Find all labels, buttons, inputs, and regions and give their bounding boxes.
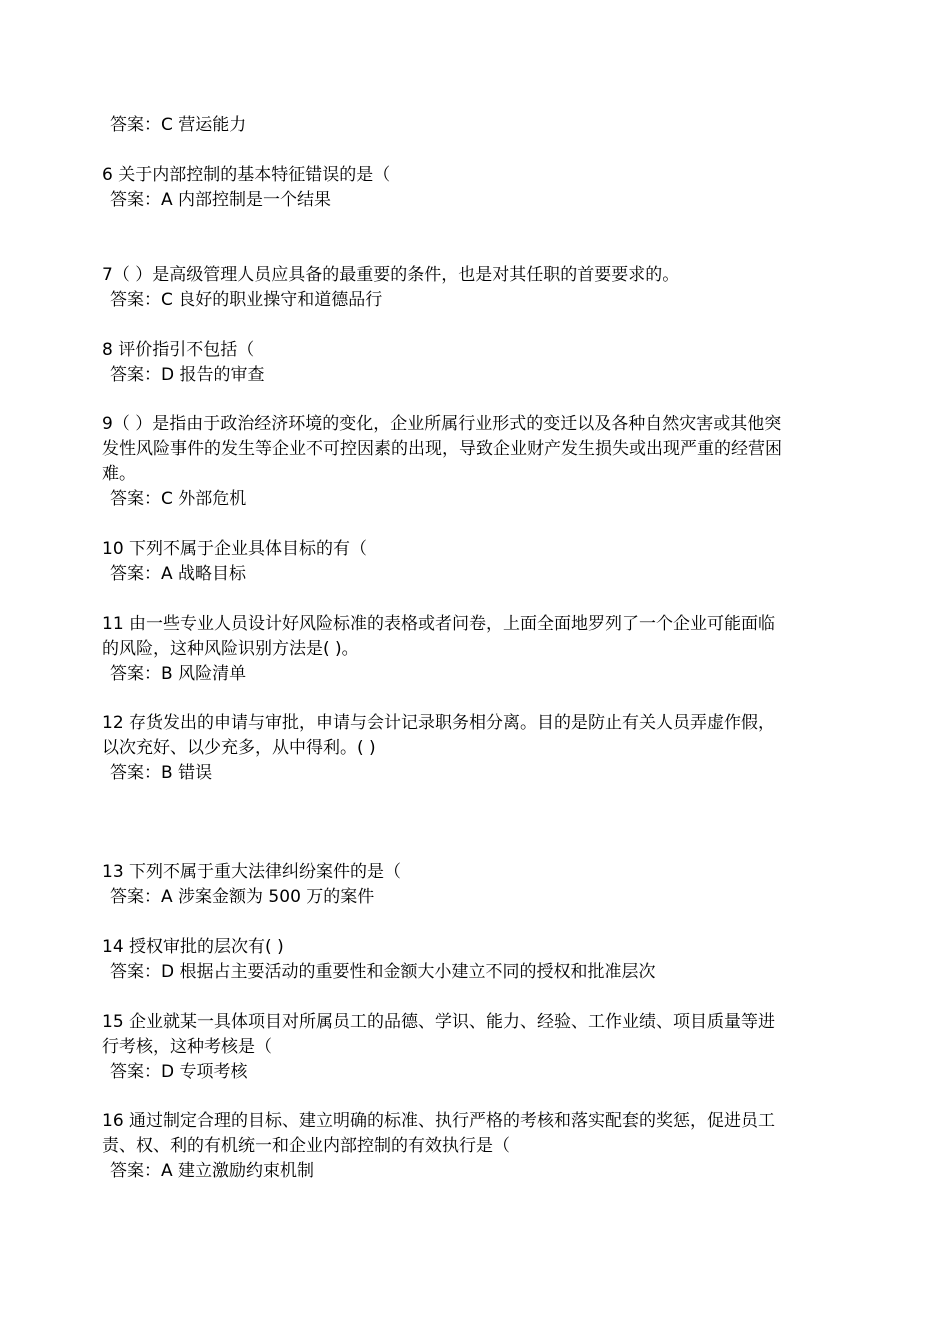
answer-text: A 战略目标 — [161, 564, 247, 584]
question-line: 8 评价指引不包括（ — [102, 340, 255, 360]
answer-text: A 建立激励约束机制 — [161, 1161, 315, 1181]
answer-prefix: 答案： — [110, 962, 161, 982]
answer-line — [110, 113, 880, 138]
answer-line — [110, 761, 880, 786]
answer-text: C 营运能力 — [161, 115, 247, 135]
question-line: 责、权、利的有机统一和企业内部控制的有效执行是（ — [102, 1136, 510, 1156]
question-line: 7（ ）是高级管理人员应具备的最重要的条件，也是对其任职的首要要求的。 — [102, 265, 680, 285]
answer-prefix: 答案： — [110, 365, 161, 385]
question-line: 难。 — [102, 464, 136, 484]
answer-text: C 良好的职业操守和道德品行 — [161, 290, 383, 310]
answer-text: A 内部控制是一个结果 — [161, 190, 332, 210]
answer-prefix: 答案： — [110, 564, 161, 584]
question-line: 9（ ）是指由于政治经济环境的变化，企业所属行业形式的变迁以及各种自然灾害或其他突 — [102, 414, 782, 434]
answer-prefix: 答案： — [110, 190, 161, 210]
answer-line — [110, 487, 880, 512]
question-line: 行考核，这种考核是（ — [102, 1037, 272, 1057]
answer-prefix: 答案： — [110, 1161, 161, 1181]
question-line: 12 存货发出的申请与审批，申请与会计记录职务相分离。目的是防止有关人员弄虚作假， — [102, 713, 776, 733]
question-line: 的风险，这种风险识别方法是( )。 — [102, 639, 359, 659]
question-line: 11 由一些专业人员设计好风险标准的表格或者问卷，上面全面地罗列了一个企业可能面临 — [102, 614, 776, 634]
question-line: 14 授权审批的层次有( ) — [102, 937, 284, 957]
answer-line — [110, 662, 880, 687]
answer-line — [110, 960, 880, 985]
answer-line — [110, 562, 880, 587]
answer-prefix: 答案： — [110, 763, 161, 783]
answer-prefix: 答案： — [110, 887, 161, 907]
answer-text: B 风险清单 — [161, 664, 247, 684]
answer-line — [110, 188, 880, 213]
question-line: 13 下列不属于重大法律纠纷案件的是（ — [102, 862, 402, 882]
answer-text: D 专项考核 — [161, 1062, 248, 1082]
question-line: 以次充好、以少充多，从中得利。( ) — [102, 738, 376, 758]
answer-prefix: 答案： — [110, 290, 161, 310]
answer-line — [110, 1060, 880, 1085]
answer-line — [110, 363, 880, 388]
answer-prefix: 答案： — [110, 1062, 161, 1082]
answer-text: D 根据占主要活动的重要性和金额大小建立不同的授权和批准层次 — [161, 962, 656, 982]
question-line: 10 下列不属于企业具体目标的有（ — [102, 539, 368, 559]
question-line: 6 关于内部控制的基本特征错误的是（ — [102, 165, 391, 185]
answer-text: A 涉案金额为 500 万的案件 — [161, 887, 375, 907]
answer-prefix: 答案： — [110, 115, 161, 135]
answer-text: D 报告的审查 — [161, 365, 265, 385]
answer-text: C 外部危机 — [161, 489, 247, 509]
answer-prefix: 答案： — [110, 489, 161, 509]
question-line: 16 通过制定合理的目标、建立明确的标准、执行严格的考核和落实配套的奖惩，促进员工 — [102, 1111, 776, 1131]
answer-line — [110, 1159, 880, 1184]
question-line: 发性风险事件的发生等企业不可控因素的出现，导致企业财产发生损失或出现严重的经营困 — [102, 439, 782, 459]
question-line: 15 企业就某一具体项目对所属员工的品德、学识、能力、经验、工作业绩、项目质量等进 — [102, 1012, 776, 1032]
answer-line — [110, 885, 880, 910]
answer-text: B 错误 — [161, 763, 213, 783]
answer-line — [110, 288, 880, 313]
answer-prefix: 答案： — [110, 664, 161, 684]
